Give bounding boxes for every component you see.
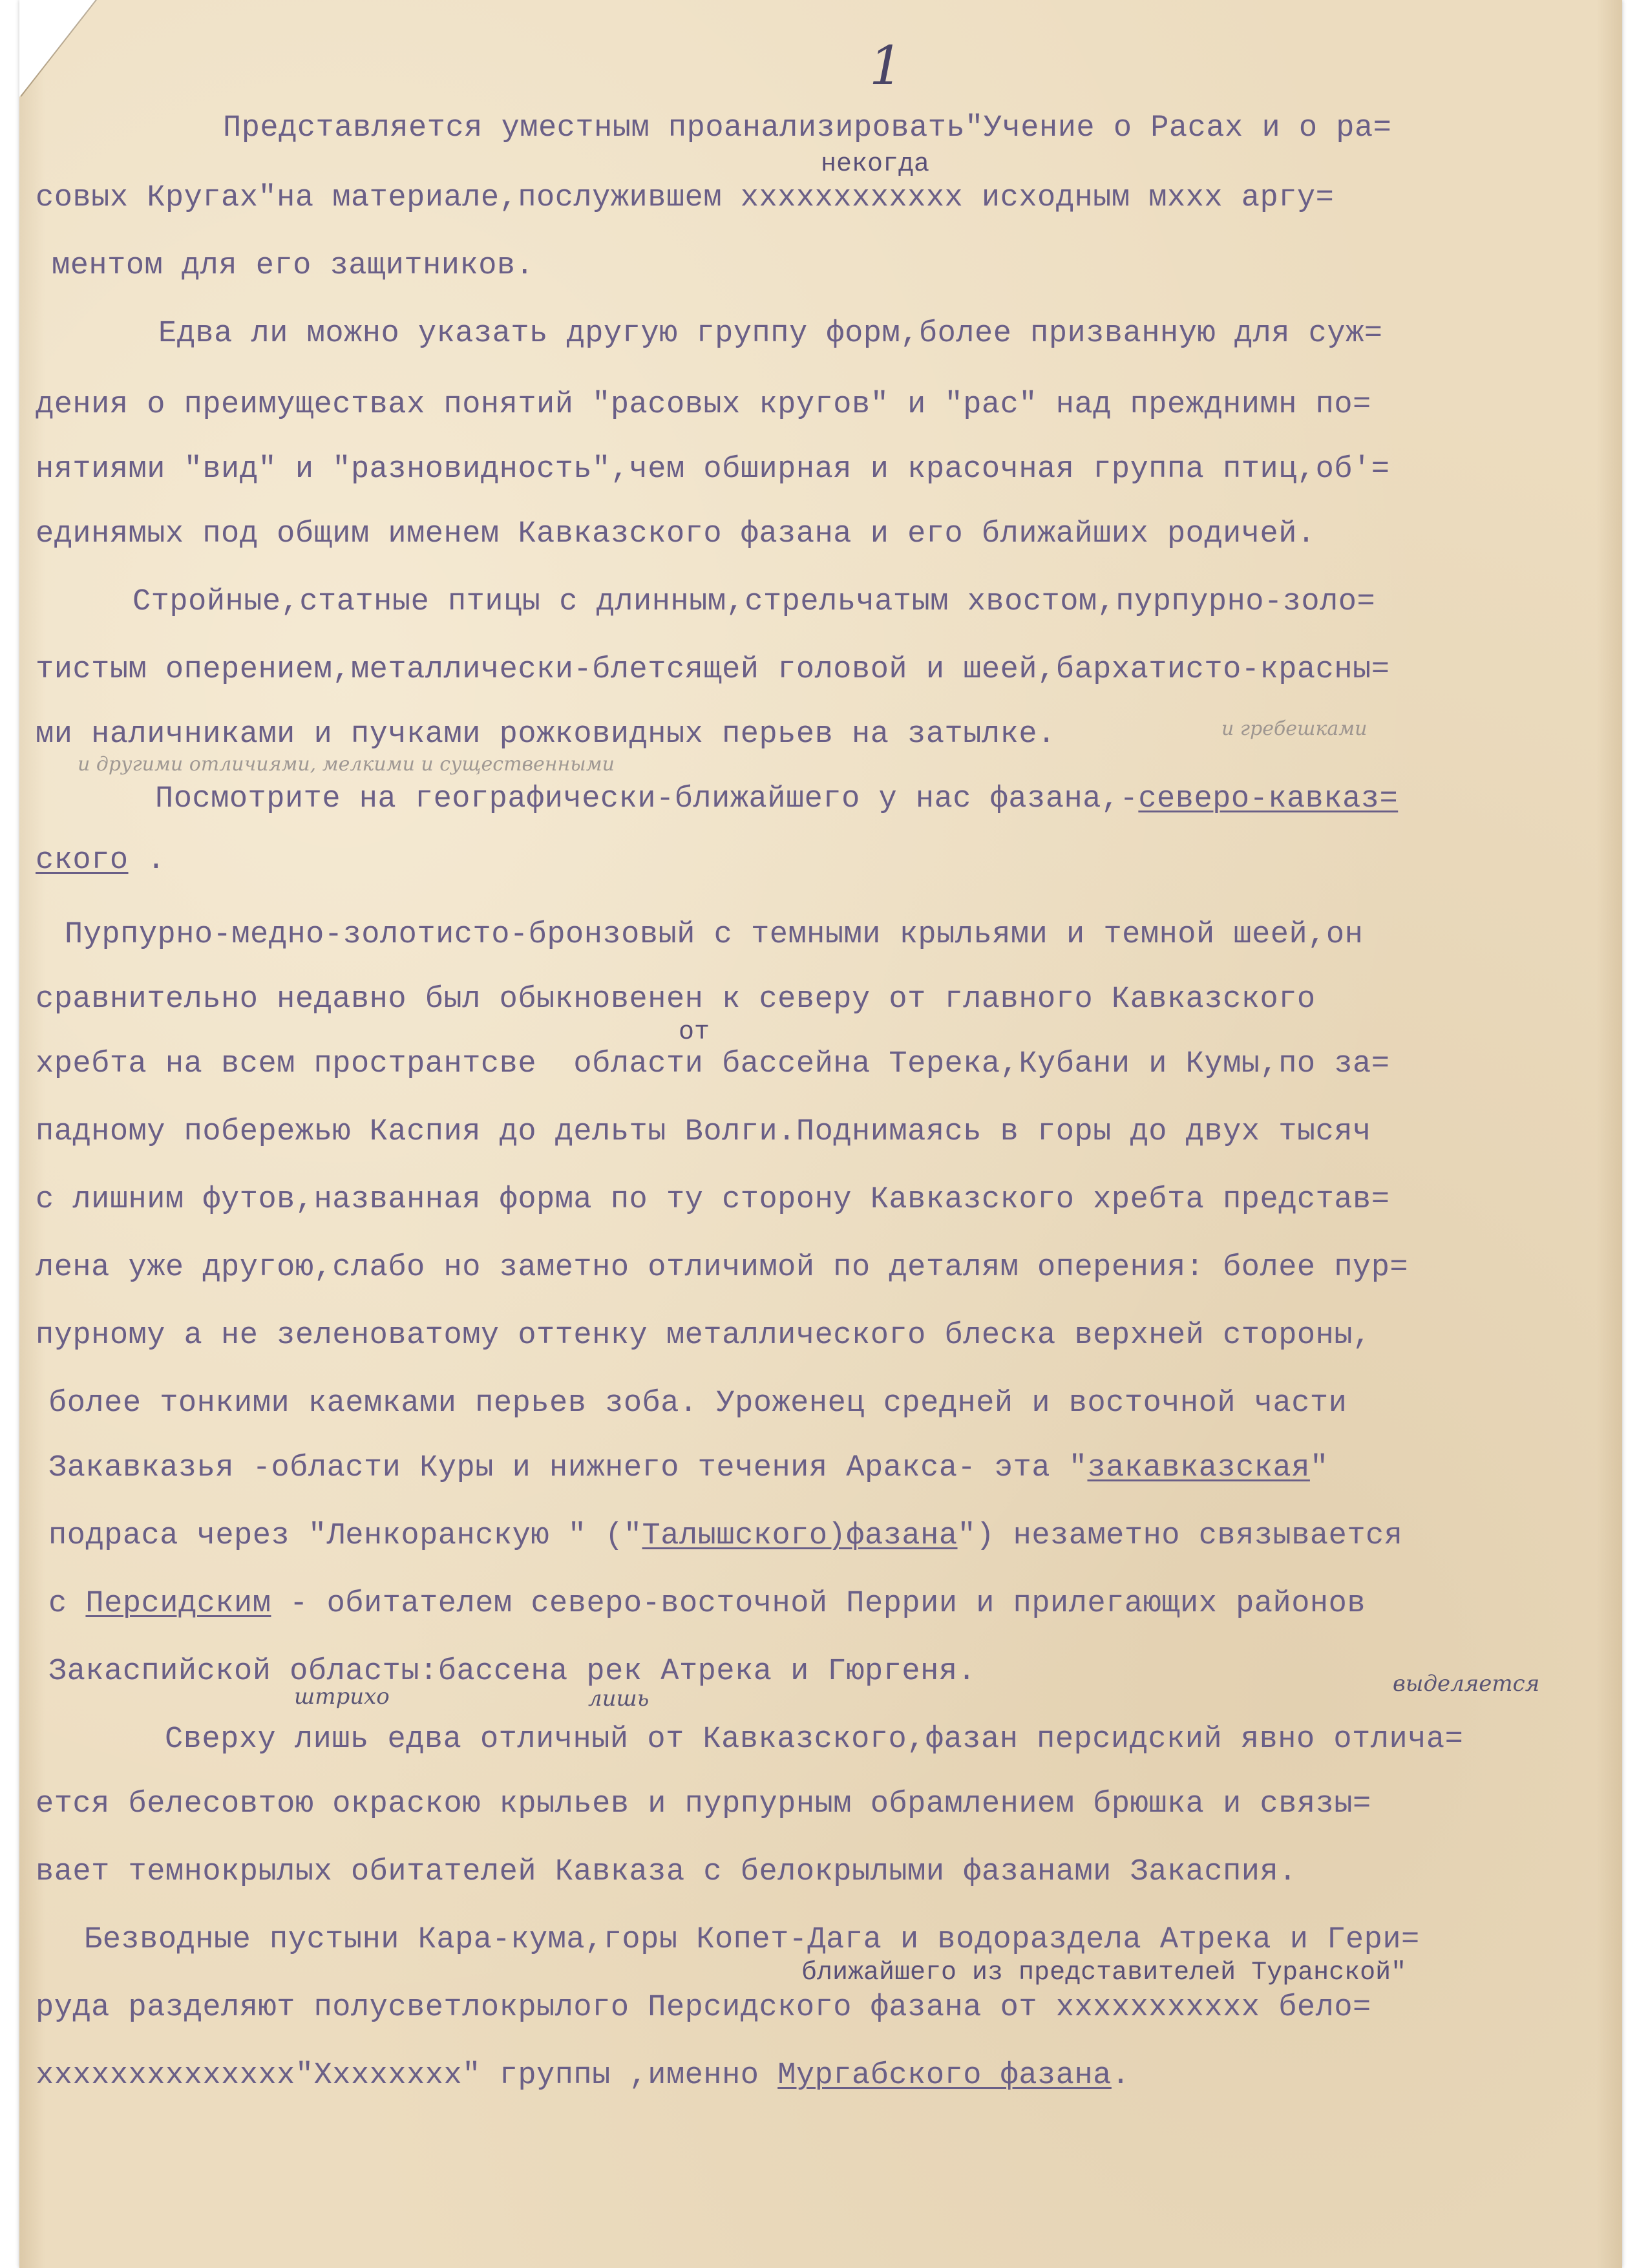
text-line-21-c: " xyxy=(1309,1451,1329,1485)
text-line-25: Сверху лишь едва отличный от Кавказского,фазан персидский явно отлича= xyxy=(165,1722,1464,1757)
text-line-7: единямых под общим именем Кавказского фазана и его ближайших родичей. xyxy=(36,517,1316,551)
text-line-12-end: . xyxy=(128,843,165,878)
text-line-17: с лишним футов,названная форма по ту сторону Кавказского хребта представ= xyxy=(36,1183,1390,1217)
pencil-note-right: и гребешками xyxy=(1221,717,1368,740)
page-number: 1 xyxy=(869,36,903,97)
insertion-above-line-15: от xyxy=(679,1018,710,1047)
text-line-9: тистым оперением,металлически-блетсящей головой и шеей,бархатисто-красны= xyxy=(36,653,1390,687)
insertion-above-line-29: ближайшего из представителей Туранской" xyxy=(801,1958,1407,1987)
text-line-10: ми наличниками и пучками рожковидных перьев на затылке. xyxy=(36,717,1056,752)
text-line-5: дения о преимуществах понятий "расовых кругов" и "рас" над прежднимн по= xyxy=(36,388,1371,422)
text-line-30-c: . xyxy=(1111,2059,1130,2093)
highlight-north-caucasian-end: ского xyxy=(36,843,129,878)
text-line-11 xyxy=(155,782,1398,816)
text-line-18: лена уже другою,слабо но заметно отличимой по деталям оперения: более пур= xyxy=(36,1251,1409,1285)
text-line-22 xyxy=(48,1519,1402,1553)
text-line-26: ется белесовтою окраскою крыльев и пурпурным обрамлением брюшка и связы= xyxy=(36,1787,1371,1821)
highlight-talysh: Талышского)фазана xyxy=(642,1519,958,1553)
text-line-13: Пурпурно-медно-золотисто-бронзовый с темными крыльями и темной шеей,он xyxy=(65,918,1364,952)
handwritten-insertion-1: штрихо xyxy=(294,1684,390,1710)
text-line-14: сравнительно недавно был обыкновенен к северу от главного Кавказского xyxy=(36,982,1316,1017)
highlight-transcaucasian: закавказская xyxy=(1087,1451,1310,1485)
text-line-21 xyxy=(48,1451,1329,1485)
text-line-23 xyxy=(48,1587,1366,1621)
text-line-30 xyxy=(36,2059,1130,2093)
insertion-above-line-2: некогда xyxy=(821,150,930,179)
text-line-28: Безводные пустыни Кара-кума,горы Копет-Дага и водораздела Атрека и Гери= xyxy=(84,1923,1420,1957)
highlight-north-caucasian: северо-кавказ= xyxy=(1138,782,1399,816)
text-line-19: пурному а не зеленоватому оттенку металлического блеска верхней стороны, xyxy=(36,1319,1371,1353)
text-line-2: совых Кругах"на материале,послужившем хххххххххххх исходным мххх аргу= xyxy=(36,181,1335,215)
text-line-20: более тонкими каемками перьев зоба. Уроженец средней и восточной части xyxy=(48,1386,1347,1421)
text-line-12 xyxy=(36,843,165,878)
text-line-30-a: хххххххххххххх"Хххххххх" группы ,именно xyxy=(36,2059,778,2093)
text-line-23-c: - обитателем северо-восточной Перрии и прилегающих районов xyxy=(271,1587,1366,1621)
text-line-4: Едва ли можно указать другую группу форм,более призванную для суж= xyxy=(158,317,1383,351)
handwritten-insertion-2: лишь xyxy=(588,1686,650,1712)
text-line-22-a: подраса через "Ленкоранскую " (" xyxy=(48,1519,642,1553)
text-line-6: нятиями "вид" и "разновидность",чем обширная и красочная группа птиц,об'= xyxy=(36,452,1390,487)
text-line-15: хребта на всем пространтсве области бассейна Терека,Кубани и Кумы,по за= xyxy=(36,1047,1390,1081)
text-line-29: руда разделяют полусветлокрылого Персидского фазана от ххххххххххх бело= xyxy=(36,1991,1371,2025)
highlight-persian: Персидским xyxy=(85,1587,271,1621)
pencil-note-below: и другими отличиями, мелкими и существенными xyxy=(78,753,615,776)
text-line-24: Закаспийской областы:бассена рек Атрека и Гюргеня. xyxy=(48,1655,977,1689)
text-line-1: Представляется уместным проанализировать"Учение о Расах и о ра= xyxy=(223,111,1392,145)
handwritten-insertion-3: выделяется xyxy=(1393,1671,1540,1697)
text-line-8: Стройные,статные птицы с длинным,стрельчатым хвостом,пурпурно-золо= xyxy=(132,585,1376,619)
text-line-23-a: с xyxy=(48,1587,86,1621)
text-line-3: ментом для его защитников. xyxy=(52,249,534,283)
highlight-murgab: Мургабского фазана xyxy=(777,2059,1112,2093)
text-line-11-a: Посмотрите на географически-ближайшего у нас фазана,- xyxy=(155,782,1139,816)
text-line-22-c: ") незаметно связывается xyxy=(957,1519,1403,1553)
text-line-27: вает темнокрылых обитателей Кавказа с белокрылыми фазанами Закаспия. xyxy=(36,1855,1297,1889)
text-line-16: падному побережью Каспия до дельты Волги.Поднимаясь в горы до двух тысяч xyxy=(36,1115,1371,1149)
text-line-21-a: Закавказья -области Куры и нижнего течения Аракса- эта " xyxy=(48,1451,1088,1485)
